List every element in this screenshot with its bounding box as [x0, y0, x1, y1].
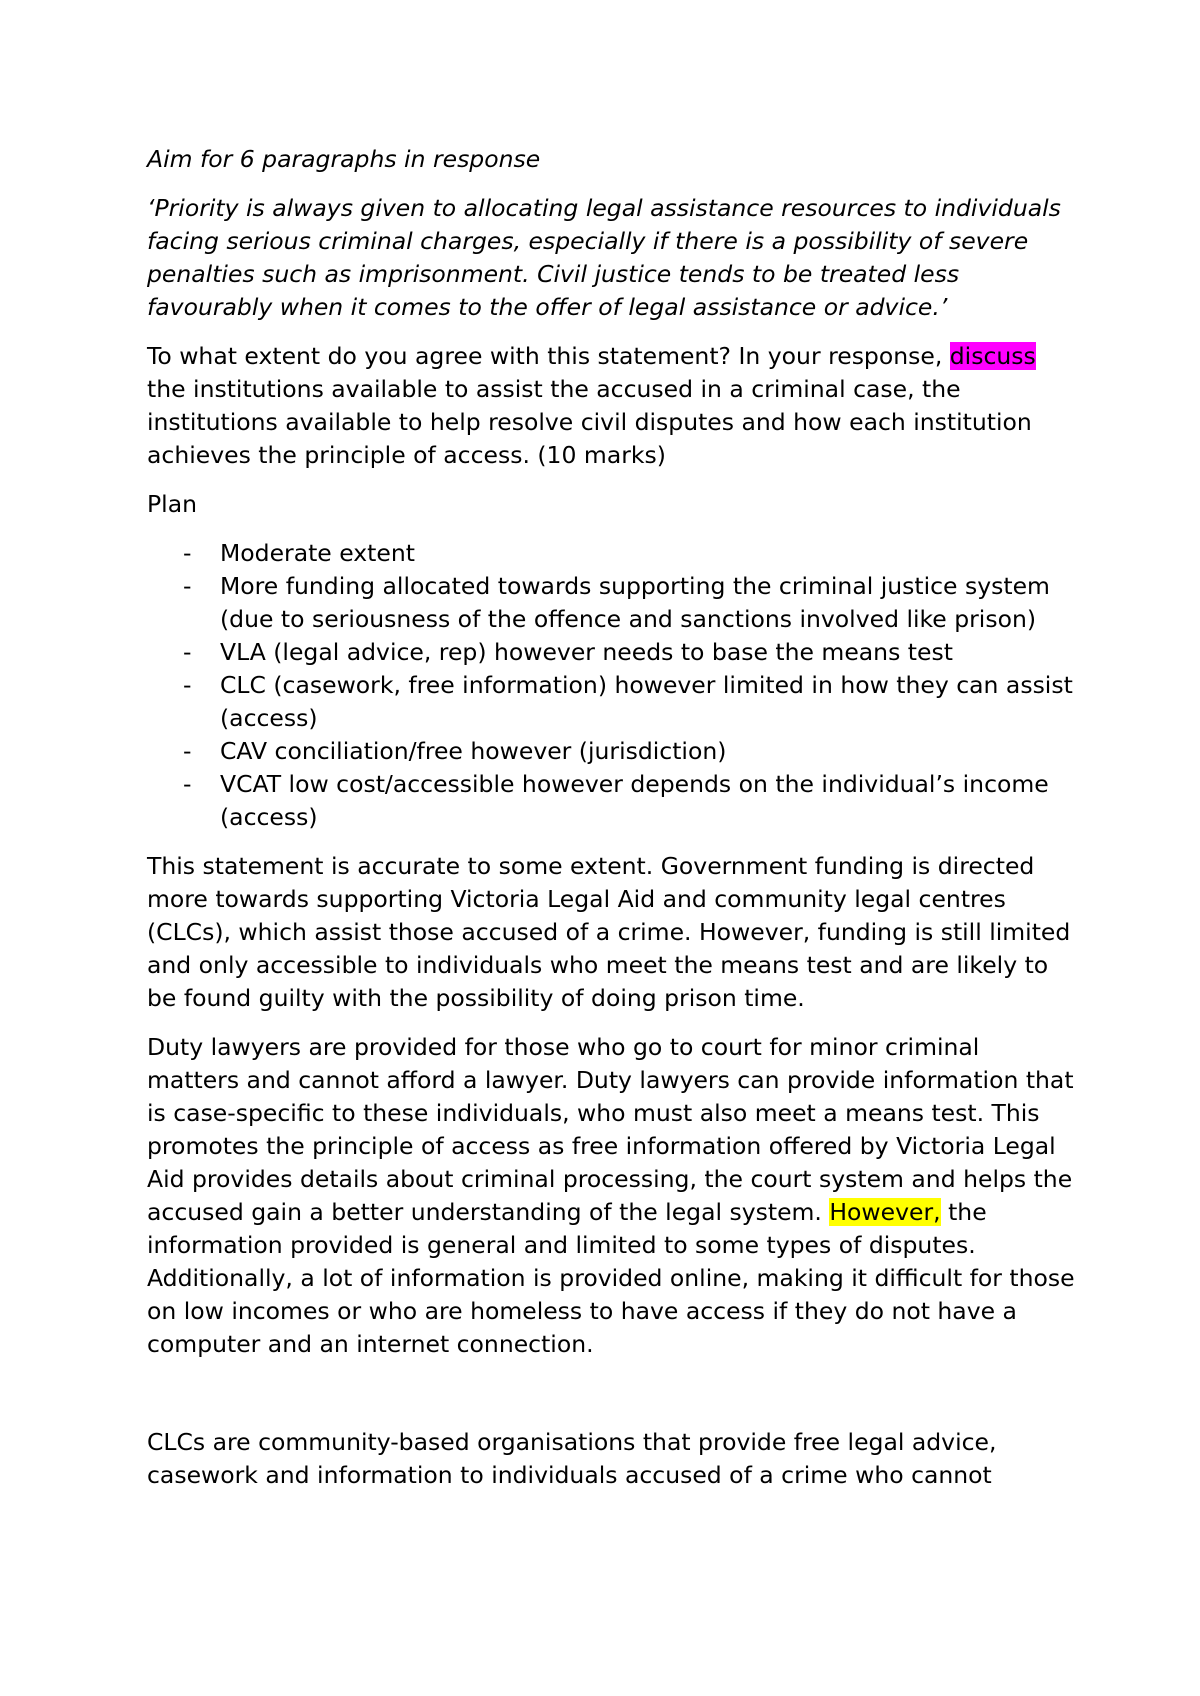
document-body	[147, 143, 1077, 1508]
plan-item-text: CAV conciliation/free however (jurisdiction)	[220, 737, 727, 765]
plan-item-text: VLA (legal advice, rep) however needs to base the means test	[220, 638, 953, 666]
bullet-dash: -	[183, 539, 192, 567]
plan-item-text: CLC (casework, free information) however limited in how they can assist (access)	[220, 671, 1073, 732]
plan-heading: Plan	[147, 490, 197, 518]
plan-item-text: More funding allocated towards supporting the criminal justice system (due to seriousness of the offence and sanctions involved like prison)	[220, 572, 1050, 633]
plan-item	[147, 537, 1077, 570]
body-paragraph-2	[147, 1031, 1077, 1361]
plan-item	[147, 636, 1077, 669]
question-text-before: To what extent do you agree with this statement? In your response,	[147, 342, 950, 370]
plan-item	[147, 669, 1077, 735]
plan-list	[147, 537, 1077, 834]
highlighted-word-discuss: discuss	[949, 342, 1036, 370]
plan-item	[147, 768, 1077, 834]
aim-line: Aim for 6 paragraphs in response	[147, 145, 541, 173]
bullet-dash: -	[183, 737, 192, 765]
bullet-dash: -	[183, 638, 192, 666]
question-paragraph	[147, 340, 1077, 472]
plan-item-text: Moderate extent	[220, 539, 415, 567]
blank-line	[147, 1377, 1077, 1426]
body-paragraph-1: This statement is accurate to some extent. Government funding is directed more towards supporting Victoria Legal Aid and community legal centres (CLCs), which assist those accused of a crime. However, funding is still limited and only accessible to individuals who meet the means test and are likely to be found guilty with the possibility of doing prison time.	[147, 852, 1071, 1012]
body-paragraph-3: CLCs are community-based organisations that provide free legal advice, casework and information to individuals accused of a crime who cannot	[147, 1428, 997, 1489]
plan-item	[147, 735, 1077, 768]
bullet-dash: -	[183, 770, 192, 798]
plan-item-text: VCAT low cost/accessible however depends on the individual’s income (access)	[220, 770, 1049, 831]
paragraph-2-text-after: the information provided is general and limited to some types of disputes. Additionally, a lot of information is provided online, making it difficult for those on low incomes or who are homeless to have access if they do not have a computer and an internet connection.	[147, 1198, 1075, 1358]
bullet-dash: -	[183, 572, 192, 600]
question-text-after: the institutions available to assist the accused in a criminal case, the institutions available to help resolve civil disputes and how each institution achieves the principle of access. (10 marks)	[147, 375, 1032, 469]
bullet-dash: -	[183, 671, 192, 699]
plan-item	[147, 570, 1077, 636]
quoted-statement: ‘Priority is always given to allocating legal assistance resources to individuals facing serious criminal charges, especially if there is a possibility of severe penalties such as imprisonment. Civil justice tends to be treated less favourably when it comes to the offer of legal assistance or advice.’	[147, 194, 1061, 321]
paragraph-2-text-before: Duty lawyers are provided for those who go to court for minor criminal matters and cannot afford a lawyer. Duty lawyers can provide information that is case-specific to these individuals, who must also meet a means test. This promotes the principle of access as free information offered by Victoria Legal Aid provides details about criminal processing, the court system and helps the accused gain a better understanding of the legal system.	[147, 1033, 1074, 1226]
highlighted-word-however: However,	[829, 1198, 941, 1226]
